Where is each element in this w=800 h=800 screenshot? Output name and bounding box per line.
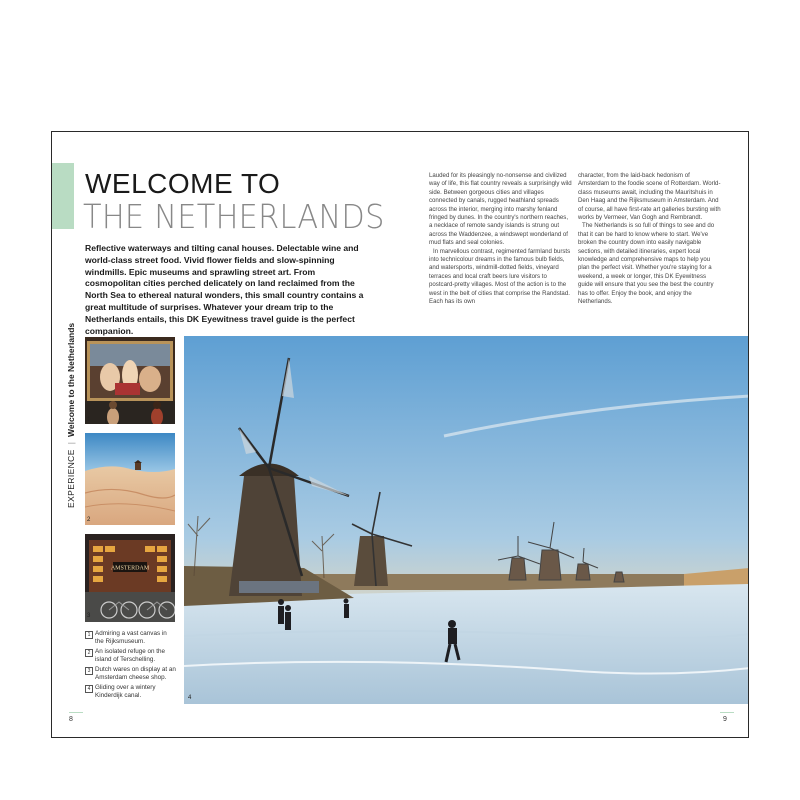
caption-item: 1 Admiring a vast canvas in the Rijksmuseum.	[85, 630, 177, 646]
photo-cheese-shop	[85, 534, 175, 622]
body-paragraph: Lauded for its pleasingly no-nonsense and civilized way of life, this flat country reveals a surprisingly wild side. Between gorgeous cities and villages connected by canals, rugged heathland spreads across the interior, merging into marshy fenland fringed by dunes. In the country's northern reaches, a necklace of remote sandy islands is strung out across the Waddenzee, a windswept wonderland of mud flats and seal colonies.	[429, 172, 572, 247]
photo-number: 4	[188, 695, 192, 701]
photo-number: 2	[87, 517, 91, 523]
title-line-1: WELCOME TO	[85, 168, 281, 199]
photo-terschelling	[85, 433, 175, 525]
body-paragraph: character, from the laid-back hedonism of Amsterdam to the foodie scene of Rotterdam. World-class museums await, including the Mauritshuis in Den Haag and the Rijksmuseum in Amsterdam. And of course, all have first-rate art galleries bursting with works by Vermeer, Van Gogh and Rembrandt.	[578, 172, 721, 222]
running-header: EXPERIENCE|Welcome to the Netherlands	[66, 322, 76, 508]
body-paragraph: In marvellous contrast, regimented farmland bursts into technicolour dreams in the famous bulb fields, and watersports, windmill-dotted fields, vineyard terraces and local craft beers lure visitors to postcard-pretty villages. Most of the action is to the west in the belt of cities that comprise the Randstad. Each has its own	[429, 247, 571, 306]
caption-list	[85, 630, 177, 702]
caption-item: 4 Gliding over a wintery Kinderdijk canal.	[85, 684, 177, 700]
section-tab	[52, 163, 74, 229]
page-number-right: 9	[723, 716, 727, 723]
caption-item: 2 An isolated refuge on the island of Terschelling.	[85, 648, 177, 664]
page-number-rule	[720, 712, 734, 713]
chapter-label: Welcome to the Netherlands	[66, 322, 76, 437]
shop-sign-text: AMSTERDAM	[110, 565, 150, 572]
intro-paragraph: Reflective waterways and tilting canal houses. Delectable wine and world-class street food. Vivid flower fields and slow-spinning windmills. Epic museums and sprawling street art. From cosmopolitan cities perched delicately on land reclaimed from the North Sea to ethereal natural wonders, this small country contains a great multitude of surprises. Whatever your dream trip to the Netherlands entails, this DK Eyewitness travel guide is the perfect companion.	[85, 243, 364, 336]
title-line-2: THE NETHERLANDS	[83, 197, 385, 236]
page-number-left: 8	[69, 716, 73, 723]
book-spread	[51, 131, 749, 738]
photo-number: 3	[87, 613, 91, 619]
body-column-2	[578, 172, 721, 307]
page-number-rule	[69, 712, 83, 713]
body-paragraph: The Netherlands is so full of things to see and do that it can be hard to know where to start. We've broken the country down into easily navigable sections, with detailed itineraries, expert local knowledge and comprehensive maps to help you plan the perfect visit. Whether you're staying for a weekend, a week or longer, this DK Eyewitness guide will ensure that you see the best the country has to offer. Enjoy the book, and enjoy the Netherlands.	[578, 222, 715, 306]
photo-kinderdijk	[184, 336, 749, 704]
section-label: EXPERIENCE	[66, 449, 76, 508]
body-column-1	[429, 172, 572, 307]
photo-number: 1	[87, 417, 91, 423]
caption-item: 3 Dutch wares on display at an Amsterdam cheese shop.	[85, 666, 177, 682]
photo-rijksmuseum	[85, 337, 175, 424]
